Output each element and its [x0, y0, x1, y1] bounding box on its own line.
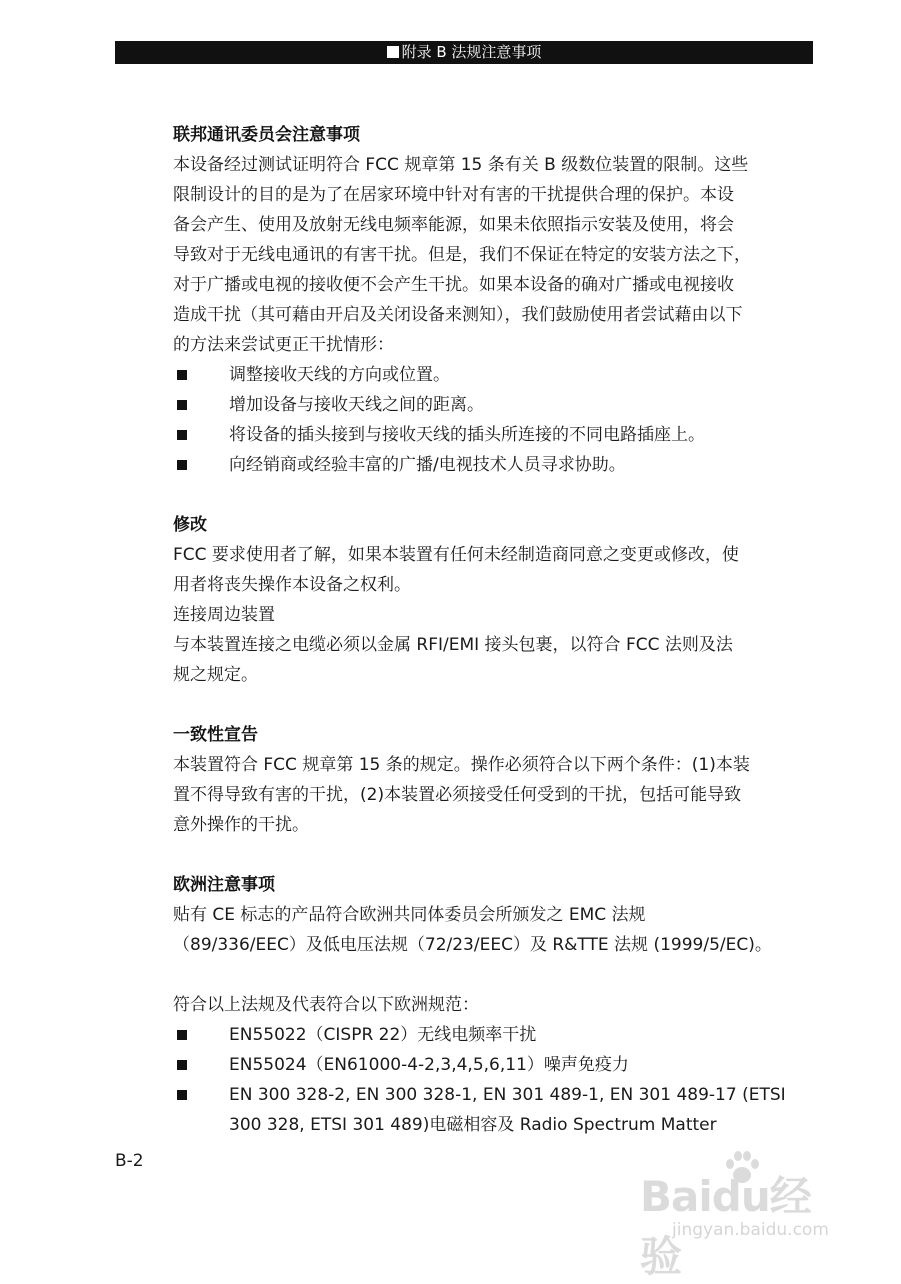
fcc-bullet-list: [173, 360, 823, 480]
section-heading-modification: 修改: [173, 515, 207, 535]
spacer: [173, 690, 823, 720]
square-bullet-icon: [387, 46, 399, 58]
header-title: [115, 41, 813, 64]
square-bullet-icon: [177, 1060, 187, 1070]
text-line: 限制设计的目的是为了在居家环境中针对有害的干扰提供合理的保护。本设: [173, 185, 734, 205]
watermark-url: jingyan.baidu.com: [672, 1220, 829, 1240]
list-item-text: 增加设备与接收天线之间的距离。: [229, 395, 484, 415]
section-heading-fcc: 联邦通讯委员会注意事项: [173, 125, 360, 145]
watermark: [640, 1148, 850, 1281]
square-bullet-icon: [177, 460, 187, 470]
text-line: 本装置符合 FCC 规章第 15 条的规定。操作必须符合以下两个条件：(1)本装: [173, 755, 750, 775]
spacer: [173, 840, 823, 870]
square-bullet-icon: [177, 430, 187, 440]
spacer: [173, 960, 823, 990]
list-item-text: 向经销商或经验丰富的广播/电视技术人员寻求协助。: [229, 455, 626, 475]
text-line: 意外操作的干扰。: [173, 815, 309, 835]
list-item: [173, 1050, 823, 1080]
section-heading-europe: 欧洲注意事项: [173, 875, 275, 895]
square-bullet-icon: [177, 370, 187, 380]
section-heading-conformity: 一致性宣告: [173, 725, 258, 745]
europe-intro: 符合以上法规及代表符合以下欧洲规范：: [173, 995, 479, 1015]
list-item: [173, 450, 823, 480]
header-bar: [115, 41, 813, 64]
list-item: [173, 420, 823, 450]
list-item: [173, 1080, 823, 1140]
square-bullet-icon: [177, 1090, 187, 1100]
list-item: [173, 1020, 823, 1050]
text-line: 规之规定。: [173, 665, 258, 685]
square-bullet-icon: [177, 1030, 187, 1040]
spacer: [173, 480, 823, 510]
list-item-text-continued: 300 328, ETSI 301 489)电磁相容及 Radio Spectrum Matter: [229, 1115, 717, 1135]
fcc-paragraph: [173, 150, 823, 360]
page-number: B-2: [115, 1151, 144, 1171]
text-line: 贴有 CE 标志的产品符合欧洲共同体委员会所颁发之 EMC 法规: [173, 905, 646, 925]
text-line: 备会产生、使用及放射无线电频率能源，如果未依照指示安装及使用，将会: [173, 215, 734, 235]
document-body: [173, 120, 823, 1140]
list-item-text: EN 300 328-2, EN 300 328-1, EN 301 489-1, EN 301 489-17 (ETSI: [229, 1085, 786, 1105]
text-line: 造成干扰（其可藉由开启及关闭设备来测知），我们鼓励使用者尝试藉由以下: [173, 305, 743, 325]
list-item: [173, 360, 823, 390]
header-title-text: 附录 B 法规注意事项: [401, 43, 542, 61]
list-item-text: EN55022（CISPR 22）无线电频率干扰: [229, 1025, 537, 1045]
text-line: FCC 要求使用者了解，如果本装置有任何未经制造商同意之变更或修改，使: [173, 545, 739, 565]
list-item-text: 将设备的插头接到与接收天线的插头所连接的不同电路插座上。: [229, 425, 705, 445]
watermark-logo: Baidu经验: [640, 1172, 811, 1281]
text-line: 对于广播或电视的接收便不会产生干扰。如果本设备的确对广播或电视接收: [173, 275, 734, 295]
list-item: [173, 390, 823, 420]
text-line: 与本装置连接之电缆必须以金属 RFI/EMI 接头包裹，以符合 FCC 法则及法: [173, 635, 733, 655]
list-item-text: 调整接收天线的方向或位置。: [229, 365, 450, 385]
europe-bullet-list: [173, 1020, 823, 1140]
text-line: 本设备经过测试证明符合 FCC 规章第 15 条有关 B 级数位装置的限制。这些: [173, 155, 749, 175]
text-line: （89/336/EEC）及低电压法规（72/23/EEC）及 R&TTE 法规 (1999/5/EC)。: [173, 935, 772, 955]
square-bullet-icon: [177, 400, 187, 410]
text-line: 用者将丧失操作本设备之权利。: [173, 575, 411, 595]
text-line: 的方法来尝试更正干扰情形：: [173, 335, 394, 355]
text-line: 置不得导致有害的干扰，(2)本装置必须接受任何受到的干扰，包括可能导致: [173, 785, 742, 805]
text-line: 导致对于无线电通讯的有害干扰。但是，我们不保证在特定的安装方法之下，: [173, 245, 751, 265]
subheading-peripherals: 连接周边装置: [173, 605, 275, 625]
list-item-text: EN55024（EN61000-4-2,3,4,5,6,11）噪声免疫力: [229, 1055, 629, 1075]
